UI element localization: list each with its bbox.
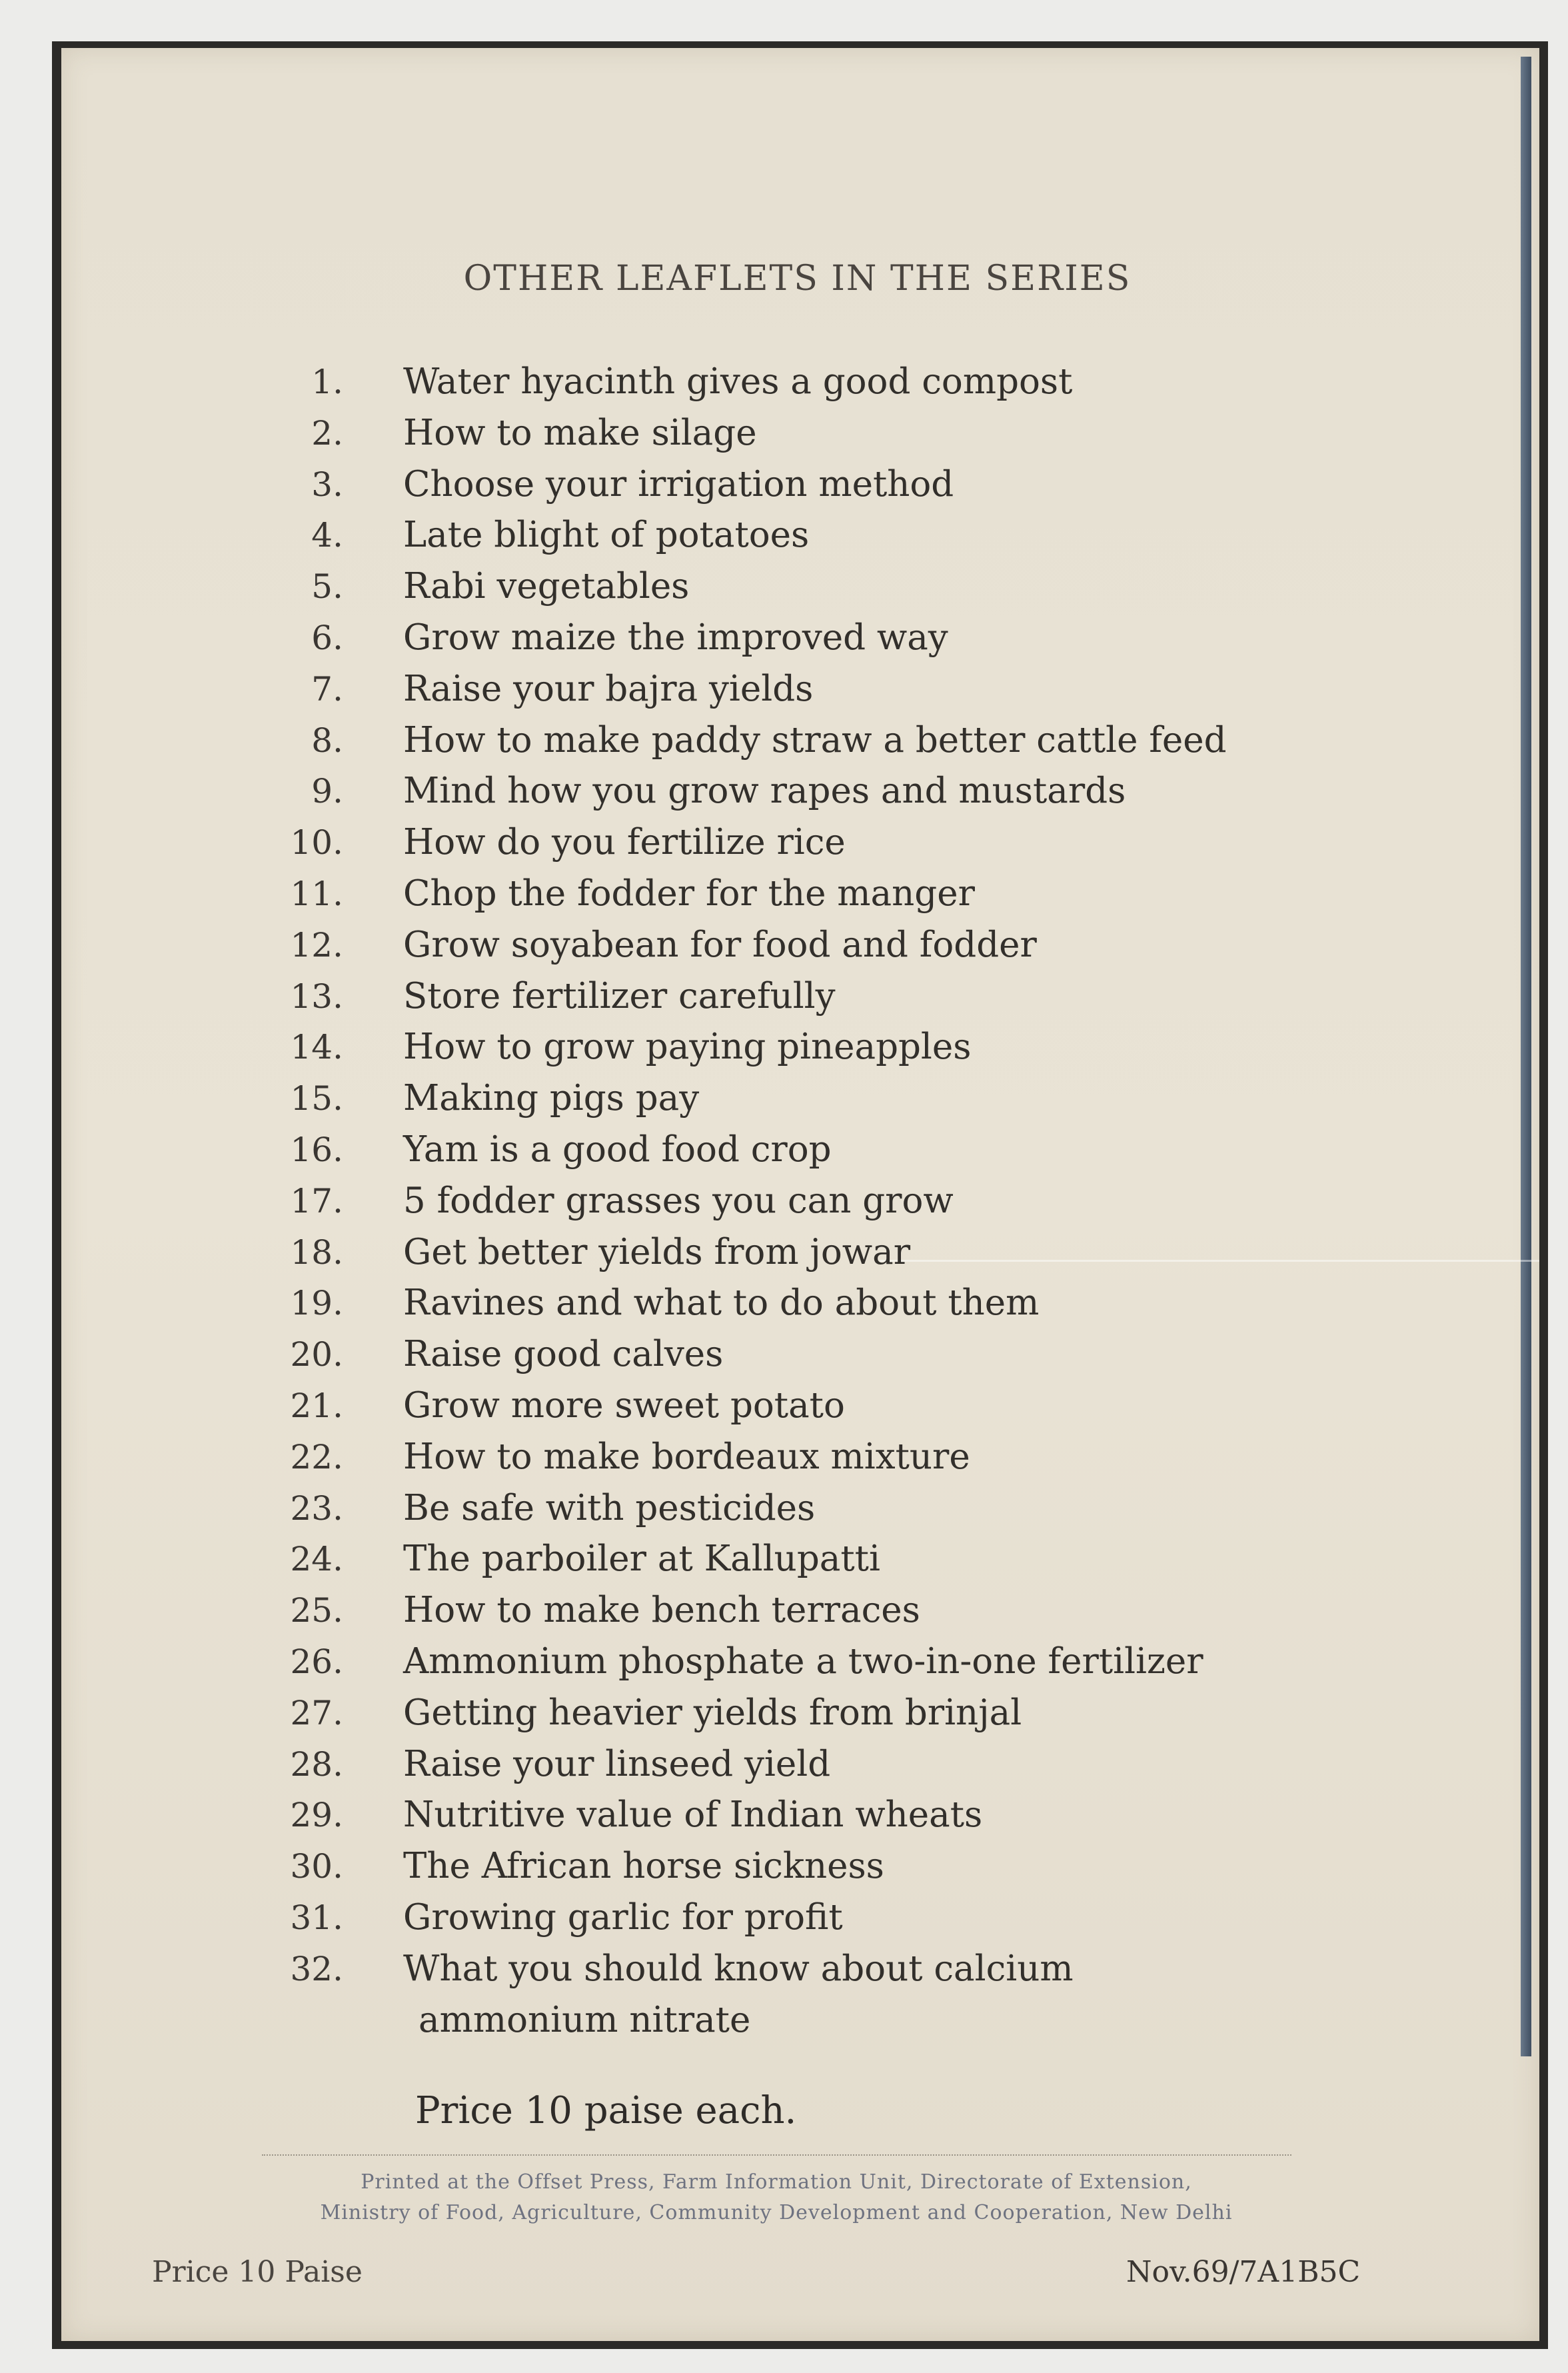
- item-title: Late blight of potatoes: [403, 515, 810, 556]
- item-number: 25.: [290, 1591, 343, 1630]
- item-title: Water hyacinth gives a good compost: [403, 361, 1073, 402]
- item-number: 11.: [290, 874, 343, 913]
- item-number: 5.: [311, 567, 343, 607]
- item-title: How to grow paying pineapples: [403, 1027, 972, 1068]
- item-number: 1.: [311, 363, 343, 401]
- item-title-continuation: ammonium nitrate: [418, 1999, 751, 2040]
- item-title: Chop the fodder for the manger: [403, 873, 975, 914]
- item-number: 12.: [290, 925, 343, 965]
- footer-price: Price 10 Paise: [152, 2255, 363, 2289]
- item-number: 32.: [290, 1949, 343, 1988]
- item-title: Making pigs pay: [403, 1078, 700, 1119]
- item-number: 21.: [290, 1386, 343, 1425]
- item-number: 29.: [290, 1796, 343, 1835]
- item-number: 8.: [311, 721, 343, 760]
- item-number: 2.: [311, 413, 343, 453]
- item-number: 26.: [290, 1642, 343, 1681]
- item-title: Ammonium phosphate a two-in-one fertilizer: [403, 1640, 1203, 1682]
- item-title: Grow maize the improved way: [403, 617, 948, 658]
- item-number: 18.: [290, 1232, 343, 1272]
- footer-code: Nov.69/7A1B5C: [1126, 2255, 1361, 2289]
- item-title: How to make bordeaux mixture: [403, 1436, 970, 1477]
- paper-fold: [880, 1260, 1539, 1262]
- item-number: 16.: [290, 1130, 343, 1169]
- item-title: The parboiler at Kallupatti: [403, 1538, 880, 1580]
- imprint-line-2: Ministry of Food, Agriculture, Community Development and Cooperation, New Delhi: [320, 2201, 1233, 2224]
- item-title: 5 fodder grasses you can grow: [403, 1180, 954, 1221]
- item-title: Getting heavier yields from brinjal: [403, 1692, 1022, 1733]
- item-title: Raise your linseed yield: [403, 1743, 831, 1784]
- divider: [262, 2154, 1291, 2156]
- price-each: Price 10 paise each.: [415, 2089, 797, 2132]
- item-number: 3.: [311, 465, 343, 504]
- item-title: How to make silage: [403, 412, 757, 453]
- item-title: Mind how you grow rapes and mustards: [403, 771, 1126, 812]
- item-number: 28.: [290, 1744, 343, 1784]
- item-title: How to make paddy straw a better cattle feed: [403, 719, 1227, 761]
- item-title: Get better yields from jowar: [403, 1231, 911, 1272]
- item-number: 31.: [290, 1898, 343, 1937]
- item-number: 23.: [290, 1488, 343, 1528]
- item-title: What you should know about calcium: [403, 1948, 1074, 1989]
- item-title: How to make bench terraces: [403, 1590, 920, 1631]
- item-number: 4.: [311, 516, 343, 555]
- item-number: 20.: [290, 1335, 343, 1374]
- item-title: Growing garlic for profit: [403, 1896, 843, 1938]
- page-edge: [1521, 57, 1531, 2056]
- page-title: OTHER LEAFLETS IN THE SERIES: [463, 259, 1132, 299]
- item-title: Be safe with pesticides: [403, 1487, 816, 1528]
- item-number: 27.: [290, 1693, 343, 1732]
- item-number: 7.: [311, 669, 343, 709]
- item-number: 10.: [290, 823, 343, 863]
- item-number: 13.: [290, 977, 343, 1016]
- item-title: Store fertilizer carefully: [403, 975, 836, 1017]
- item-number: 17.: [290, 1181, 343, 1220]
- item-number: 19.: [290, 1284, 343, 1323]
- item-title: Rabi vegetables: [403, 566, 690, 607]
- item-number: 22.: [290, 1437, 343, 1476]
- item-number: 24.: [290, 1540, 343, 1579]
- item-title: How do you fertilize rice: [403, 822, 846, 863]
- item-title: The African horse sickness: [403, 1846, 884, 1887]
- item-title: Raise your bajra yields: [403, 668, 814, 709]
- item-title: Raise good calves: [403, 1334, 724, 1375]
- item-title: Nutritive value of Indian wheats: [403, 1794, 983, 1836]
- item-title: Ravines and what to do about them: [403, 1282, 1040, 1324]
- item-title: Grow soyabean for food and fodder: [403, 924, 1037, 965]
- item-number: 15.: [290, 1079, 343, 1119]
- item-number: 30.: [290, 1847, 343, 1886]
- item-title: Grow more sweet potato: [403, 1384, 845, 1426]
- item-number: 6.: [311, 618, 343, 657]
- imprint-line-1: Printed at the Offset Press, Farm Information Unit, Directorate of Extension,: [361, 2170, 1192, 2194]
- item-title: Choose your irrigation method: [403, 463, 954, 505]
- item-number: 14.: [290, 1028, 343, 1067]
- item-number: 9.: [311, 772, 343, 811]
- item-title: Yam is a good food crop: [403, 1129, 832, 1170]
